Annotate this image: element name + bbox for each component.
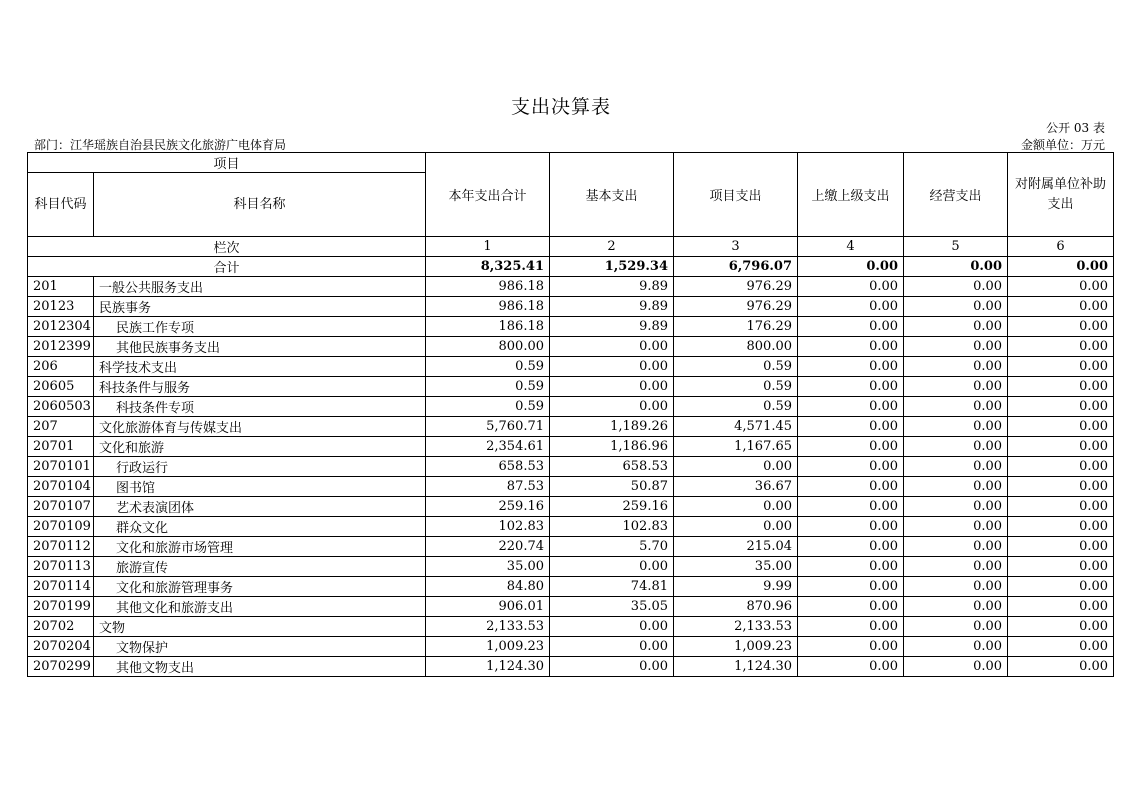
- amount-cell: 0.00: [798, 497, 904, 517]
- amount-cell: 0.00: [798, 477, 904, 497]
- amount-cell: 0.00: [1008, 357, 1114, 377]
- table-row: [28, 537, 1114, 557]
- subject-name: 其他文化和旅游支出: [94, 597, 426, 617]
- amount-cell: 215.04: [674, 537, 798, 557]
- table-row: [28, 517, 1114, 537]
- table-row: [28, 577, 1114, 597]
- subject-code: 2070101: [28, 457, 94, 477]
- subject-name: 文化和旅游市场管理: [94, 537, 426, 557]
- amount-cell: 0.00: [798, 517, 904, 537]
- amount-cell: 0.00: [798, 337, 904, 357]
- amount-cell: 0.00: [904, 517, 1008, 537]
- amount-cell: 9.99: [674, 577, 798, 597]
- amount-cell: 0.00: [798, 377, 904, 397]
- amount-cell: 0.00: [904, 637, 1008, 657]
- amount-cell: 0.00: [674, 457, 798, 477]
- amount-cell: 0.00: [904, 457, 1008, 477]
- amount-cell: 0.00: [904, 297, 1008, 317]
- amount-cell: 36.67: [674, 477, 798, 497]
- subject-code: 2070112: [28, 537, 94, 557]
- amount-cell: 9.89: [550, 277, 674, 297]
- amount-cell: 50.87: [550, 477, 674, 497]
- amount-cell: 0.00: [1008, 557, 1114, 577]
- table-row: [28, 417, 1114, 437]
- amount-cell: 0.00: [798, 637, 904, 657]
- subject-code: 2070109: [28, 517, 94, 537]
- amount-cell: 976.29: [674, 297, 798, 317]
- amount-cell: 259.16: [426, 497, 550, 517]
- total-value: 0.00: [1008, 257, 1114, 277]
- amount-cell: 220.74: [426, 537, 550, 557]
- amount-cell: 0.00: [798, 657, 904, 677]
- amount-cell: 0.00: [798, 597, 904, 617]
- amount-cell: 0.00: [1008, 397, 1114, 417]
- table-row: [28, 477, 1114, 497]
- amount-cell: 0.00: [1008, 517, 1114, 537]
- table-row: [28, 597, 1114, 617]
- table-row: [28, 437, 1114, 457]
- amount-cell: 0.00: [798, 577, 904, 597]
- column-number: 6: [1008, 237, 1114, 257]
- amount-cell: 0.00: [904, 477, 1008, 497]
- subject-code: 2060503: [28, 397, 94, 417]
- amount-cell: 0.00: [550, 557, 674, 577]
- amount-cell: 0.00: [674, 497, 798, 517]
- subject-code: 2070104: [28, 477, 94, 497]
- amount-cell: 870.96: [674, 597, 798, 617]
- table-row: [28, 357, 1114, 377]
- total-row: [28, 257, 1114, 277]
- amount-cell: 1,124.30: [426, 657, 550, 677]
- table-row: [28, 457, 1114, 477]
- table-row: [28, 297, 1114, 317]
- column-number-row: [28, 237, 1114, 257]
- amount-cell: 0.00: [798, 457, 904, 477]
- table-row: [28, 557, 1114, 577]
- subject-name: 其他文物支出: [94, 657, 426, 677]
- subject-code: 2070113: [28, 557, 94, 577]
- amount-cell: 0.59: [426, 357, 550, 377]
- amount-cell: 0.00: [798, 537, 904, 557]
- header-col-remit: 上缴上级支出: [798, 153, 904, 237]
- table-row: [28, 637, 1114, 657]
- table-row: [28, 657, 1114, 677]
- form-number: 公开 03 表: [1046, 121, 1105, 135]
- column-number: 1: [426, 237, 550, 257]
- amount-cell: 0.00: [798, 297, 904, 317]
- amount-cell: 0.59: [674, 377, 798, 397]
- header-code: 科目代码: [28, 173, 94, 237]
- subject-code: 20605: [28, 377, 94, 397]
- amount-cell: 0.00: [1008, 317, 1114, 337]
- amount-cell: 0.00: [904, 377, 1008, 397]
- amount-cell: 0.00: [1008, 497, 1114, 517]
- subject-name: 文化和旅游管理事务: [94, 577, 426, 597]
- column-number-label: 栏次: [28, 237, 426, 257]
- subject-code: 20701: [28, 437, 94, 457]
- amount-cell: 0.00: [798, 317, 904, 337]
- amount-cell: 0.00: [550, 357, 674, 377]
- subject-code: 2070107: [28, 497, 94, 517]
- amount-cell: 0.00: [550, 377, 674, 397]
- amount-cell: 0.00: [1008, 277, 1114, 297]
- expenditure-table: [27, 152, 1114, 677]
- report-title: 支出决算表: [510, 96, 611, 118]
- subject-name: 群众文化: [94, 517, 426, 537]
- subject-name: 旅游宣传: [94, 557, 426, 577]
- subject-code: 207: [28, 417, 94, 437]
- subject-code: 20702: [28, 617, 94, 637]
- column-number: 4: [798, 237, 904, 257]
- table-row: [28, 617, 1114, 637]
- amount-cell: 0.59: [426, 397, 550, 417]
- subject-name: 民族事务: [94, 297, 426, 317]
- subject-name: 行政运行: [94, 457, 426, 477]
- subject-code: 2012399: [28, 337, 94, 357]
- amount-cell: 35.00: [426, 557, 550, 577]
- amount-cell: 0.00: [550, 617, 674, 637]
- table-row: [28, 497, 1114, 517]
- amount-cell: 976.29: [674, 277, 798, 297]
- amount-cell: 102.83: [426, 517, 550, 537]
- total-value: 1,529.34: [550, 257, 674, 277]
- amount-cell: 259.16: [550, 497, 674, 517]
- amount-cell: 0.00: [798, 437, 904, 457]
- subject-code: 206: [28, 357, 94, 377]
- column-number: 2: [550, 237, 674, 257]
- header-col-operating: 经营支出: [904, 153, 1008, 237]
- amount-cell: 0.00: [1008, 637, 1114, 657]
- amount-cell: 2,133.53: [426, 617, 550, 637]
- subject-code: 2070114: [28, 577, 94, 597]
- header-col-subsidy: 对附属单位补助支出: [1008, 153, 1114, 237]
- subject-name: 文物保护: [94, 637, 426, 657]
- amount-cell: 0.00: [798, 417, 904, 437]
- amount-cell: 0.59: [426, 377, 550, 397]
- amount-cell: 4,571.45: [674, 417, 798, 437]
- amount-cell: 658.53: [426, 457, 550, 477]
- amount-unit-label: 金额单位：万元: [1020, 138, 1105, 152]
- amount-cell: 0.00: [550, 637, 674, 657]
- subject-code: 201: [28, 277, 94, 297]
- amount-cell: 5.70: [550, 537, 674, 557]
- amount-cell: 0.00: [1008, 537, 1114, 557]
- subject-name: 科学技术支出: [94, 357, 426, 377]
- amount-cell: 986.18: [426, 297, 550, 317]
- amount-cell: 9.89: [550, 297, 674, 317]
- table-row: [28, 377, 1114, 397]
- department-label: 部门：江华瑶族自治县民族文化旅游广电体育局: [34, 138, 287, 152]
- amount-cell: 0.00: [798, 397, 904, 417]
- amount-cell: 0.00: [1008, 577, 1114, 597]
- amount-cell: 0.00: [798, 617, 904, 637]
- amount-cell: 658.53: [550, 457, 674, 477]
- amount-cell: 800.00: [674, 337, 798, 357]
- amount-cell: 1,009.23: [426, 637, 550, 657]
- amount-cell: 0.00: [904, 417, 1008, 437]
- subject-name: 艺术表演团体: [94, 497, 426, 517]
- subject-code: 2070204: [28, 637, 94, 657]
- amount-cell: 0.00: [904, 497, 1008, 517]
- subject-name: 科技条件与服务: [94, 377, 426, 397]
- subject-name: 图书馆: [94, 477, 426, 497]
- amount-cell: 2,354.61: [426, 437, 550, 457]
- amount-cell: 0.59: [674, 357, 798, 377]
- amount-cell: 0.00: [674, 517, 798, 537]
- subject-code: 2070199: [28, 597, 94, 617]
- amount-cell: 0.00: [1008, 597, 1114, 617]
- amount-cell: 35.05: [550, 597, 674, 617]
- amount-cell: 0.00: [1008, 437, 1114, 457]
- total-value: 6,796.07: [674, 257, 798, 277]
- amount-cell: 0.00: [1008, 377, 1114, 397]
- amount-cell: 0.00: [904, 397, 1008, 417]
- table-row: [28, 277, 1114, 297]
- amount-cell: 986.18: [426, 277, 550, 297]
- table-row: [28, 317, 1114, 337]
- amount-cell: 0.00: [1008, 337, 1114, 357]
- subject-name: 文物: [94, 617, 426, 637]
- total-value: 8,325.41: [426, 257, 550, 277]
- amount-cell: 0.00: [904, 557, 1008, 577]
- amount-cell: 0.00: [550, 397, 674, 417]
- amount-cell: 0.00: [904, 277, 1008, 297]
- amount-cell: 800.00: [426, 337, 550, 357]
- column-number: 5: [904, 237, 1008, 257]
- amount-cell: 1,124.30: [674, 657, 798, 677]
- column-number: 3: [674, 237, 798, 257]
- amount-cell: 1,189.26: [550, 417, 674, 437]
- amount-cell: 74.81: [550, 577, 674, 597]
- amount-cell: 0.00: [904, 617, 1008, 637]
- amount-cell: 0.00: [798, 277, 904, 297]
- amount-cell: 0.00: [1008, 657, 1114, 677]
- amount-cell: 0.59: [674, 397, 798, 417]
- subject-name: 一般公共服务支出: [94, 277, 426, 297]
- amount-cell: 906.01: [426, 597, 550, 617]
- amount-cell: 0.00: [798, 557, 904, 577]
- amount-cell: 87.53: [426, 477, 550, 497]
- amount-cell: 0.00: [1008, 617, 1114, 637]
- amount-cell: 0.00: [904, 657, 1008, 677]
- amount-cell: 0.00: [904, 357, 1008, 377]
- table-row: [28, 397, 1114, 417]
- amount-cell: 5,760.71: [426, 417, 550, 437]
- header-col-basic: 基本支出: [550, 153, 674, 237]
- subject-code: 20123: [28, 297, 94, 317]
- amount-cell: 0.00: [904, 577, 1008, 597]
- amount-cell: 0.00: [904, 597, 1008, 617]
- table-row: [28, 337, 1114, 357]
- amount-cell: 102.83: [550, 517, 674, 537]
- amount-cell: 176.29: [674, 317, 798, 337]
- amount-cell: 0.00: [1008, 297, 1114, 317]
- subject-name: 其他民族事务支出: [94, 337, 426, 357]
- amount-cell: 0.00: [798, 357, 904, 377]
- amount-cell: 9.89: [550, 317, 674, 337]
- amount-cell: 0.00: [1008, 457, 1114, 477]
- total-label: 合计: [28, 257, 426, 277]
- header-item-group: 项目: [28, 153, 426, 173]
- amount-cell: 0.00: [1008, 477, 1114, 497]
- subject-code: 2012304: [28, 317, 94, 337]
- amount-cell: 2,133.53: [674, 617, 798, 637]
- subject-name: 文化旅游体育与传媒支出: [94, 417, 426, 437]
- subject-code: 2070299: [28, 657, 94, 677]
- total-value: 0.00: [798, 257, 904, 277]
- amount-cell: 0.00: [1008, 417, 1114, 437]
- subject-name: 文化和旅游: [94, 437, 426, 457]
- amount-cell: 0.00: [904, 437, 1008, 457]
- header-col-total: 本年支出合计: [426, 153, 550, 237]
- amount-cell: 1,167.65: [674, 437, 798, 457]
- amount-cell: 84.80: [426, 577, 550, 597]
- header-col-project: 项目支出: [674, 153, 798, 237]
- header-name: 科目名称: [94, 173, 426, 237]
- subject-name: 科技条件专项: [94, 397, 426, 417]
- amount-cell: 35.00: [674, 557, 798, 577]
- amount-cell: 0.00: [550, 657, 674, 677]
- amount-cell: 1,009.23: [674, 637, 798, 657]
- total-value: 0.00: [904, 257, 1008, 277]
- subject-name: 民族工作专项: [94, 317, 426, 337]
- amount-cell: 1,186.96: [550, 437, 674, 457]
- amount-cell: 0.00: [904, 337, 1008, 357]
- amount-cell: 0.00: [904, 537, 1008, 557]
- amount-cell: 186.18: [426, 317, 550, 337]
- amount-cell: 0.00: [550, 337, 674, 357]
- amount-cell: 0.00: [904, 317, 1008, 337]
